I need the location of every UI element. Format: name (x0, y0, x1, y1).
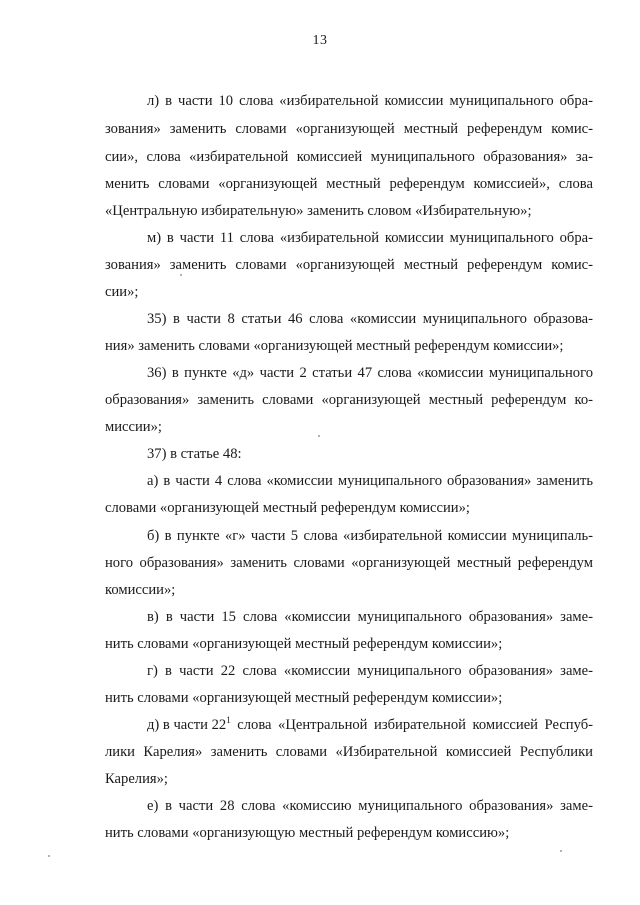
page-number: 13 (312, 33, 328, 48)
text-line: б) в пункте «г» части 5 слова «избирательной комиссии муниципаль- (147, 528, 593, 544)
text-line: сии», слова «избирательной комиссией муниципального образования» за- (105, 149, 593, 165)
text-line: нить словами «организующую местный референдум комиссию»; (105, 825, 510, 841)
text-line: сии»; (105, 284, 139, 300)
text-line: ния» заменить словами «организующей местный референдум комиссии»; (105, 338, 564, 354)
scan-speck (180, 274, 182, 276)
text-line: м) в части 11 слова «избирательной комиссии муниципального обра- (147, 230, 593, 246)
text-line: 35) в части 8 статьи 46 слова «комиссии муниципального образова- (147, 311, 593, 327)
line-rest: слова «Центральной избирательной комиссией Респуб- (230, 717, 593, 733)
text-line: зования» заменить словами «организующей местный референдум комис- (105, 121, 593, 137)
text-line: а) в части 4 слова «комиссии муниципального образования» заменить (147, 473, 593, 489)
text-line: Карелия»; (105, 771, 168, 787)
text-line (147, 716, 593, 734)
scan-speck (48, 855, 50, 857)
text-line: комиссии»; (105, 582, 176, 598)
text-line: г) в части 22 слова «комиссии муниципального образования» заме- (147, 663, 593, 679)
text-line: в) в части 15 слова «комиссии муниципального образования» заме- (147, 609, 593, 625)
text-line: е) в части 28 слова «комиссию муниципального образования» заме- (147, 798, 593, 814)
text-line: «Центральную избирательную» заменить словом «Избирательную»; (105, 203, 532, 219)
text-line: ного образования» заменить словами «организующей местный референдум (105, 555, 593, 571)
line-segment (147, 716, 231, 734)
superscript: 1 (226, 715, 231, 725)
text-line: миссии»; (105, 419, 162, 435)
scan-speck (560, 850, 562, 852)
text-line: л) в части 10 слова «избирательной комиссии муниципального обра- (147, 93, 593, 109)
text-line: лики Карелия» заменить словами «Избирательной комиссией Республики (105, 744, 593, 760)
line-prefix: д) в части 22 (147, 717, 227, 733)
text-line: 37) в статье 48: (147, 446, 242, 462)
scan-speck (318, 435, 320, 437)
text-line: нить словами «организующей местный референдум комиссии»; (105, 636, 503, 652)
text-line: менить словами «организующей местный референдум комиссией», слова (105, 176, 593, 192)
text-line: словами «организующей местный референдум комиссии»; (105, 500, 470, 516)
text-line: зования» заменить словами «организующей местный референдум комис- (105, 257, 593, 273)
text-line: нить словами «организующей местный референдум комиссии»; (105, 690, 503, 706)
text-line: 36) в пункте «д» части 2 статьи 47 слова «комиссии муниципального (147, 365, 593, 381)
text-line: образования» заменить словами «организующей местный референдум ко- (105, 392, 593, 408)
